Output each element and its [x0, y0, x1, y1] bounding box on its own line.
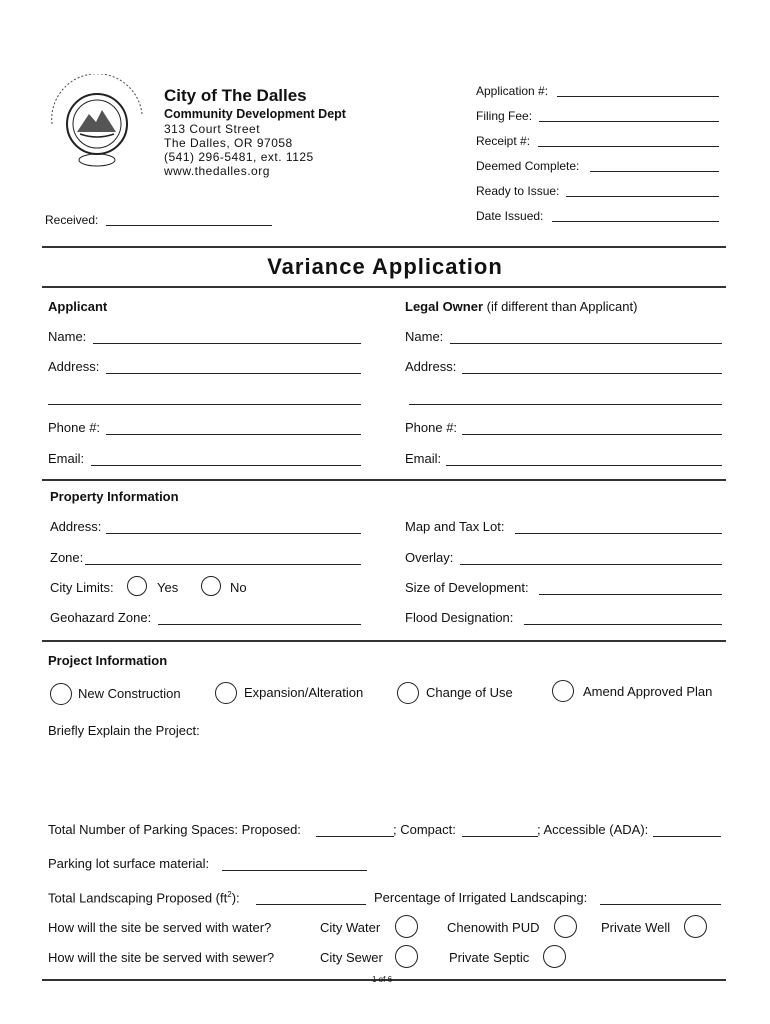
landscaping-label-end: ):: [231, 890, 240, 906]
geohazard-field[interactable]: [158, 624, 361, 625]
landscaping-label-text: Total Landscaping Proposed (ft: [48, 890, 228, 906]
applicant-phone-field[interactable]: [106, 434, 361, 435]
city-sewer-radio[interactable]: [395, 945, 418, 968]
ready-to-issue-label: Ready to Issue:: [476, 184, 560, 198]
flood-designation-field[interactable]: [524, 624, 722, 625]
filing-fee-field[interactable]: [539, 121, 719, 122]
parking-spaces-label: Total Number of Parking Spaces: Proposed:: [48, 822, 301, 837]
change-of-use-radio[interactable]: [397, 682, 419, 704]
surface-material-field[interactable]: [222, 870, 367, 871]
overlay-field[interactable]: [460, 564, 722, 565]
office-phone: (541) 296-5481, ext. 1125: [164, 150, 314, 164]
application-number-label: Application #:: [476, 84, 549, 98]
chenowith-radio[interactable]: [554, 915, 577, 938]
city-limits-no-radio[interactable]: [201, 576, 221, 596]
size-of-development-field[interactable]: [539, 594, 722, 595]
amend-approved-plan-radio[interactable]: [552, 680, 574, 702]
applicant-name-label: Name:: [48, 329, 87, 344]
date-issued-field[interactable]: [552, 221, 719, 222]
private-septic-label: Private Septic: [449, 950, 530, 965]
city-limits-yes-radio[interactable]: [127, 576, 147, 596]
page-title: Variance Application: [267, 254, 503, 279]
irrigated-field[interactable]: [600, 904, 721, 905]
applicant-email-label: Email:: [48, 451, 85, 466]
city-limits-label: City Limits:: [50, 580, 114, 595]
divider: [42, 246, 726, 248]
parking-compact-field[interactable]: [462, 836, 538, 837]
new-construction-radio[interactable]: [50, 683, 72, 705]
applicant-heading: Applicant: [48, 299, 108, 314]
deemed-complete-field[interactable]: [590, 171, 719, 172]
street-address: 313 Court Street: [164, 122, 261, 136]
private-well-radio[interactable]: [684, 915, 707, 938]
sewer-question: How will the site be served with sewer?: [48, 950, 275, 965]
landscaping-superscript: 2: [227, 890, 232, 899]
applicant-phone-label: Phone #:: [48, 420, 101, 435]
expansion-alteration-radio[interactable]: [215, 682, 237, 704]
flood-designation-label: Flood Designation:: [405, 610, 514, 625]
irrigated-label: Percentage of Irrigated Landscaping:: [374, 890, 588, 905]
receipt-field[interactable]: [538, 146, 719, 147]
map-tax-lot-label: Map and Tax Lot:: [405, 519, 505, 534]
surface-material-label: Parking lot surface material:: [48, 856, 210, 871]
map-tax-lot-field[interactable]: [515, 533, 722, 534]
city-water-radio[interactable]: [395, 915, 418, 938]
landscaping-label: [48, 890, 240, 905]
deemed-complete-label: Deemed Complete:: [476, 159, 580, 173]
explain-project-textarea[interactable]: [48, 742, 722, 812]
property-address-field[interactable]: [106, 533, 361, 534]
divider: [42, 286, 726, 288]
city-seal-logo: [44, 74, 150, 174]
receipt-label: Receipt #:: [476, 134, 531, 148]
compact-label: ; Compact:: [393, 822, 456, 837]
applicant-address-line2-field[interactable]: [48, 404, 361, 405]
private-well-label: Private Well: [601, 920, 671, 935]
parking-accessible-field[interactable]: [653, 836, 721, 837]
accessible-label: ; Accessible (ADA):: [537, 822, 649, 837]
city-state: The Dalles, OR 97058: [164, 136, 293, 150]
page-number: 1 of 6: [372, 975, 393, 984]
city-water-label: City Water: [320, 920, 381, 935]
city-limits-yes-label: Yes: [157, 580, 179, 595]
filing-fee-label: Filing Fee:: [476, 109, 533, 123]
applicant-address-field[interactable]: [106, 373, 361, 374]
owner-address-line2-field[interactable]: [409, 404, 722, 405]
owner-address-field[interactable]: [462, 373, 722, 374]
owner-phone-field[interactable]: [462, 434, 722, 435]
owner-name-label: Name:: [405, 329, 444, 344]
geohazard-label: Geohazard Zone:: [50, 610, 152, 625]
applicant-address-label: Address:: [48, 359, 100, 374]
application-number-field[interactable]: [557, 96, 719, 97]
change-of-use-label: Change of Use: [426, 685, 513, 700]
dept-name: Community Development Dept: [164, 107, 346, 121]
owner-heading-note: (if different than Applicant): [483, 299, 638, 314]
applicant-email-field[interactable]: [91, 465, 361, 466]
parking-proposed-field[interactable]: [316, 836, 394, 837]
received-label: Received:: [45, 213, 99, 227]
new-construction-label: New Construction: [78, 686, 181, 701]
website-link[interactable]: www.thedalles.org: [164, 164, 270, 178]
owner-heading-text: Legal Owner: [405, 299, 484, 314]
divider: [42, 479, 726, 481]
project-heading: Project Information: [48, 653, 168, 668]
property-address-label: Address:: [50, 519, 102, 534]
size-of-development-label: Size of Development:: [405, 580, 529, 595]
overlay-label: Overlay:: [405, 550, 454, 565]
zone-label: Zone:: [50, 550, 84, 565]
landscaping-field[interactable]: [256, 904, 366, 905]
owner-address-label: Address:: [405, 359, 457, 374]
explain-project-label: Briefly Explain the Project:: [48, 723, 200, 738]
water-question: How will the site be served with water?: [48, 920, 272, 935]
amend-approved-plan-label: Amend Approved Plan: [583, 684, 713, 699]
applicant-name-field[interactable]: [93, 343, 361, 344]
divider: [42, 640, 726, 642]
received-field[interactable]: [106, 225, 272, 226]
property-heading: Property Information: [50, 489, 179, 504]
owner-phone-label: Phone #:: [405, 420, 458, 435]
zone-field[interactable]: [85, 564, 361, 565]
chenowith-label: Chenowith PUD: [447, 920, 540, 935]
owner-heading: [405, 299, 637, 314]
city-limits-no-label: No: [230, 580, 247, 595]
owner-name-field[interactable]: [450, 343, 722, 344]
owner-email-field[interactable]: [446, 465, 722, 466]
owner-email-label: Email:: [405, 451, 442, 466]
date-issued-label: Date Issued:: [476, 209, 544, 223]
city-sewer-label: City Sewer: [320, 950, 383, 965]
private-septic-radio[interactable]: [543, 945, 566, 968]
city-name: City of The Dalles: [164, 86, 307, 105]
ready-to-issue-field[interactable]: [566, 196, 719, 197]
expansion-alteration-label: Expansion/Alteration: [244, 685, 364, 700]
